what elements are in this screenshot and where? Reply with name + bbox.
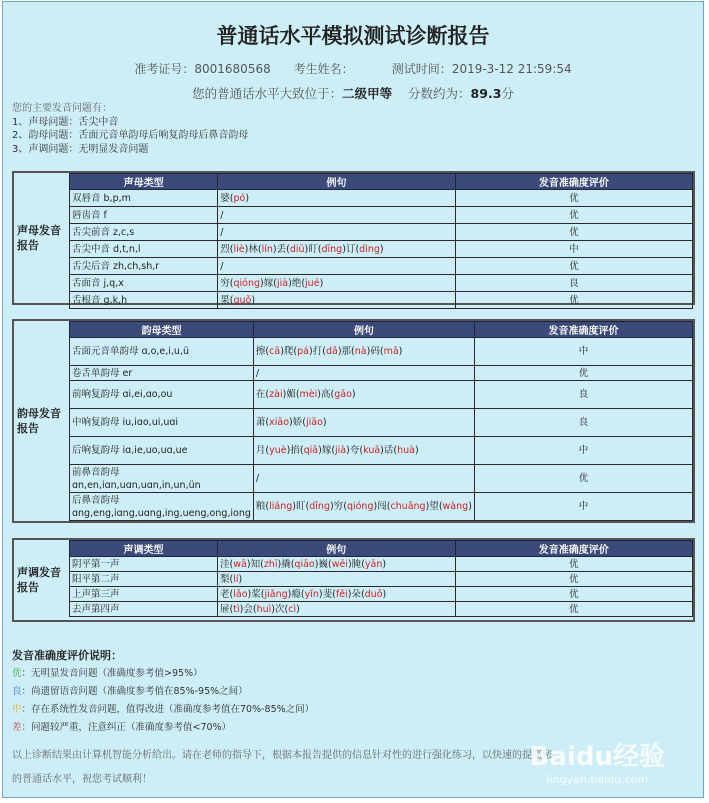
rating-cell: 优 <box>455 557 692 572</box>
example-char: 丢 <box>276 243 287 255</box>
example-char: 会 <box>243 603 253 615</box>
type-cell: 舌面元音单韵母 ɑ,o,e,i,u,ü <box>70 338 254 366</box>
example-char: 撬 <box>281 558 291 570</box>
watermark-line1: Baidu经验 <box>529 742 665 772</box>
table-row <box>70 493 693 521</box>
pinyin: qióng <box>346 501 374 512</box>
score-unit: 分 <box>501 86 514 101</box>
score-label: 分数约为： <box>408 86 471 101</box>
pinyin: dīng <box>309 501 330 512</box>
example-char: 掐 <box>290 445 300 456</box>
pinyin: qiā <box>303 445 319 456</box>
column-header: 发音准确度评价 <box>455 174 692 190</box>
rating-cell: 优 <box>455 292 692 309</box>
rating-cell: 优 <box>455 587 692 602</box>
rating-cell: 优 <box>455 207 692 224</box>
rating-mark: 良 <box>12 686 22 697</box>
column-header: 例句 <box>218 174 455 190</box>
example-char: 擦 <box>255 346 266 357</box>
type-cell: 卷舌单韵母 er <box>70 366 254 381</box>
type-cell: 舌尖中音 d,t,n,l <box>70 241 218 258</box>
column-header: 韵母类型 <box>70 322 254 338</box>
pinyin: jué <box>305 277 320 289</box>
example-cell <box>218 224 455 241</box>
type-cell: 后鼻音韵母 ɑng,eng,iɑng,uɑng,ing,ueng,ong,iong <box>70 493 254 521</box>
pinyin: gāo <box>334 389 352 400</box>
pinyin: dǎ <box>325 346 338 357</box>
shengmu-table <box>69 173 693 309</box>
example-cell <box>253 465 474 493</box>
rating-cell: 优 <box>455 258 692 275</box>
footer-note: 以上诊断结果由计算机智能分析给出。请在老师的指导下，根据本报告提供的信息针对性的进行强化练习，以快速的提高您的普通话水平，祝您考试顺利！ <box>12 750 552 785</box>
example-cell: 烈(liè)林(lín)丢(diū)盯(dīng)订(dìng) <box>218 241 455 258</box>
rating-cell: 中 <box>455 241 692 258</box>
example-char: / <box>255 473 260 484</box>
table-row <box>70 465 693 493</box>
example-cell: 月(yuè)掐(qiā)嫁(jià)夸(kuā)话(huà) <box>253 437 474 465</box>
watermark-line2: jingyan.baidu.com <box>546 773 649 786</box>
table-header-row <box>70 174 693 190</box>
level-line <box>3 84 703 102</box>
table-row <box>70 224 693 241</box>
rating-mark: 优 <box>12 668 22 679</box>
table-row <box>70 275 693 292</box>
type-cell: 阴平第一声 <box>70 557 218 572</box>
legend-item <box>12 719 314 737</box>
rating-mark: 中 <box>12 704 22 715</box>
example-cell <box>218 258 455 275</box>
example-char: / <box>220 209 224 221</box>
type-cell: 中响复韵母 iu,iɑo,ui,uɑi <box>70 409 254 437</box>
rating-cell: 良 <box>474 381 692 409</box>
type-cell: 上声第三声 <box>70 587 218 602</box>
level-grade: 二级甲等 <box>342 86 393 101</box>
type-cell: 前响复韵母 ɑi,ei,ɑo,ou <box>70 381 254 409</box>
rating-cell: 优 <box>474 465 692 493</box>
example-char: 瘾 <box>291 588 301 600</box>
pinyin: liè <box>233 243 245 255</box>
example-cell: 婆(pó) <box>218 190 455 207</box>
type-cell: 舌根音 g,k,h <box>70 292 218 309</box>
table-row <box>70 338 693 366</box>
type-cell: 舌面音 j,q,x <box>70 275 218 292</box>
rating-cell: 中 <box>474 338 692 366</box>
table-row <box>70 207 693 224</box>
yunmu-section <box>12 319 695 523</box>
table-row <box>70 241 693 258</box>
pinyin: xiāo <box>269 417 290 428</box>
example-char: 果 <box>220 294 230 306</box>
pinyin: lí <box>233 573 239 585</box>
example-char: 码 <box>370 346 380 357</box>
exam-no-label: 准考证号： <box>134 62 195 76</box>
type-cell: 前鼻音韵母 ɑn,en,iɑn,uɑn,uɑn,in,un,ün <box>70 465 254 493</box>
pinyin: diū <box>289 243 305 255</box>
example-cell: 洼(wā)知(zhī)撬(qiāo)巍(wēi)腌(yān) <box>218 557 456 572</box>
yunmu-table <box>69 321 693 521</box>
example-cell: 梨(lí) <box>218 572 456 587</box>
rating-cell: 中 <box>474 493 692 521</box>
example-char: 腌 <box>351 558 362 570</box>
pinyin: duǒ <box>364 588 383 600</box>
rating-cell: 优 <box>474 366 692 381</box>
example-char: 高 <box>321 389 331 400</box>
example-char: 盯 <box>308 243 318 255</box>
name-label: 考生姓名： <box>293 62 354 76</box>
example-char: 月 <box>255 445 266 456</box>
pinyin: wàng <box>442 501 469 512</box>
example-cell <box>253 366 474 381</box>
type-cell: 唇齿音 f <box>70 207 218 224</box>
type-cell: 阳平第二声 <box>70 572 218 587</box>
table-row <box>70 366 693 381</box>
example-char: 盯 <box>296 501 306 512</box>
table-header-row <box>70 322 693 338</box>
table-row <box>70 292 693 309</box>
example-char: 绝 <box>291 277 302 289</box>
pinyin: qióng <box>233 277 261 289</box>
example-char: 烈 <box>220 243 230 255</box>
example-char: 在 <box>255 389 266 400</box>
type-cell: 双唇音 b,p,m <box>70 190 218 207</box>
pinyin: jià <box>276 277 289 289</box>
column-header: 例句 <box>218 541 456 557</box>
example-char: 爬 <box>283 346 294 357</box>
rating-cell: 良 <box>474 409 692 437</box>
example-cell: 在(zài)媚(mèi)高(gāo) <box>253 381 474 409</box>
column-header: 声母类型 <box>70 174 218 190</box>
example-char: 林 <box>248 243 258 255</box>
level-prefix: 您的普通话水平大致位于： <box>192 86 343 101</box>
rating-cell: 优 <box>455 572 692 587</box>
example-cell: 擦(cā)爬(pá)打(dǎ)那(nà)码(mǎ) <box>253 338 474 366</box>
problem-item: 2、韵母问题：舌面元音单韵母后响复韵母后鼻音韵母 <box>12 130 249 141</box>
example-char: 娇 <box>292 417 303 428</box>
rating-cell: 优 <box>455 602 692 617</box>
column-header: 声调类型 <box>70 541 218 557</box>
exam-meta <box>3 60 703 77</box>
pinyin: qiāo <box>294 558 315 570</box>
example-char: 粮 <box>255 501 266 512</box>
pinyin: liáng <box>269 501 293 512</box>
problem-summary <box>12 102 248 156</box>
column-header: 发音准确度评价 <box>455 541 692 557</box>
pinyin: wā <box>233 558 247 570</box>
pinyin: dīng <box>321 243 343 255</box>
shengdiao-table <box>69 540 693 617</box>
example-cell: 穷(qióng)嫁(jià)绝(jué) <box>218 275 455 292</box>
example-char: / <box>220 260 224 272</box>
example-cell: 老(lǎo)桨(jiǎng)瘾(yǐn)斐(fěi)朵(duǒ) <box>218 587 456 602</box>
legend-item <box>12 683 314 701</box>
example-cell: 粮(liáng)盯(dīng)穷(qióng)闯(chuǎng)望(wàng) <box>253 493 474 521</box>
example-char: 斐 <box>322 588 333 600</box>
shengmu-label: 声母发音报告 <box>17 224 61 252</box>
report-frame <box>2 1 704 798</box>
table-header-row <box>70 541 693 557</box>
rating-cell: 良 <box>455 275 692 292</box>
example-char: 媚 <box>286 389 296 400</box>
table-row <box>70 572 693 587</box>
pinyin: chuǎng <box>390 501 426 512</box>
table-row <box>70 381 693 409</box>
table-row <box>70 190 693 207</box>
shengdiao-section <box>12 538 695 622</box>
legend-item <box>12 665 314 683</box>
type-cell: 舌尖前音 z,c,s <box>70 224 218 241</box>
type-cell: 去声第四声 <box>70 602 218 617</box>
example-char: 知 <box>250 558 261 570</box>
example-char: 嫁 <box>321 445 332 456</box>
pinyin: huì <box>256 603 272 615</box>
pinyin: cì <box>288 603 297 615</box>
pinyin: pá <box>297 346 309 357</box>
pinyin: lín <box>261 243 273 255</box>
example-char: 打 <box>312 346 323 357</box>
pinyin: kuā <box>363 445 381 456</box>
pinyin: nà <box>354 346 367 357</box>
legend-text: ：问题较严重，注意纠正（准确度参考值<70%） <box>21 722 232 733</box>
example-char: 望 <box>429 501 439 512</box>
example-char: 萧 <box>255 417 266 428</box>
rating-cell: 中 <box>474 437 692 465</box>
pinyin: tì <box>233 603 240 615</box>
example-char: 穷 <box>333 501 344 512</box>
example-char: 梨 <box>220 573 230 585</box>
table-row <box>70 602 693 617</box>
pinyin: pó <box>233 192 246 204</box>
pinyin: cā <box>269 346 281 357</box>
table-row <box>70 437 693 465</box>
example-cell: 果(guǒ) <box>218 292 455 309</box>
problem-heading: 您的主要发音问题有： <box>12 103 112 114</box>
test-time: 2019-3-12 21:59:54 <box>451 62 572 76</box>
rating-legend <box>12 647 314 737</box>
pinyin: dìng <box>359 243 380 255</box>
example-char: 夸 <box>349 445 360 456</box>
pinyin: jià <box>335 445 347 456</box>
example-char: 巍 <box>318 558 328 570</box>
pinyin: wēi <box>331 558 348 570</box>
shengmu-section <box>12 171 695 305</box>
example-char: 穷 <box>220 277 230 289</box>
pinyin: lǎo <box>233 588 248 600</box>
example-char: 洼 <box>220 558 230 570</box>
pinyin: huà <box>397 445 415 456</box>
exam-no: 8001680568 <box>194 62 271 76</box>
pinyin: guǒ <box>233 294 252 306</box>
score-value: 89.3 <box>470 86 502 101</box>
pinyin: jiǎng <box>264 588 288 600</box>
example-char: 朵 <box>351 588 361 600</box>
table-row <box>70 587 693 602</box>
example-cell: 屉(tì)会(huì)次(cì) <box>218 602 456 617</box>
pinyin: mèi <box>299 389 318 400</box>
table-row <box>70 557 693 572</box>
pinyin: fěi <box>335 588 348 600</box>
rating-mark: 差 <box>12 722 22 733</box>
legend-item <box>12 701 314 719</box>
example-cell <box>218 207 455 224</box>
pinyin: zài <box>269 389 283 400</box>
problem-item: 3、声调问题：无明显发音问题 <box>12 143 149 155</box>
shengdiao-label: 声调发音报告 <box>17 566 61 594</box>
column-header: 发音准确度评价 <box>474 322 692 338</box>
pinyin: yān <box>364 558 383 570</box>
legend-text: ：无明显发音问题（准确度参考值>95%） <box>21 668 203 679</box>
type-cell: 后响复韵母 iɑ,ie,uo,uɑ,ue <box>70 437 254 465</box>
example-char: 桨 <box>251 588 261 600</box>
problem-item: 1、声母问题：舌尖中音 <box>12 116 119 128</box>
example-cell: 萧(xiāo)娇(jiāo) <box>253 409 474 437</box>
example-char: 嫁 <box>263 277 274 289</box>
example-char: 闯 <box>377 501 387 512</box>
example-char: 婆 <box>220 192 230 204</box>
type-cell: 舌尖后音 zh,ch,sh,r <box>70 258 218 275</box>
example-char: 屉 <box>220 603 230 615</box>
table-row <box>70 409 693 437</box>
pinyin: mǎ <box>383 346 399 357</box>
example-char: / <box>255 367 260 379</box>
rating-cell: 优 <box>455 224 692 241</box>
time-label: 测试时间： <box>391 62 452 76</box>
pinyin: zhī <box>263 558 278 570</box>
legend-text: ：存在系统性发音问题，值得改进（准确度参考值在70%-85%之间） <box>21 704 315 715</box>
column-header: 例句 <box>253 322 474 338</box>
example-char: / <box>220 226 224 238</box>
legend-heading: 发音准确度评价说明： <box>12 649 122 662</box>
watermark-logo <box>530 736 665 786</box>
pinyin: yǐn <box>304 588 319 600</box>
example-char: 话 <box>383 445 394 456</box>
rating-cell: 优 <box>455 190 692 207</box>
report-title: 普通话水平模拟测试诊断报告 <box>216 23 490 48</box>
table-row <box>70 258 693 275</box>
pinyin: jiāo <box>306 417 323 428</box>
example-char: 那 <box>341 346 352 357</box>
example-char: 次 <box>275 603 285 615</box>
example-char: 老 <box>220 588 230 600</box>
example-char: 订 <box>345 243 356 255</box>
yunmu-label: 韵母发音报告 <box>17 407 61 435</box>
legend-text: ：尚遗留语音问题（准确度参考值在85%-95%之间） <box>21 686 248 697</box>
pinyin: yuè <box>269 445 287 456</box>
